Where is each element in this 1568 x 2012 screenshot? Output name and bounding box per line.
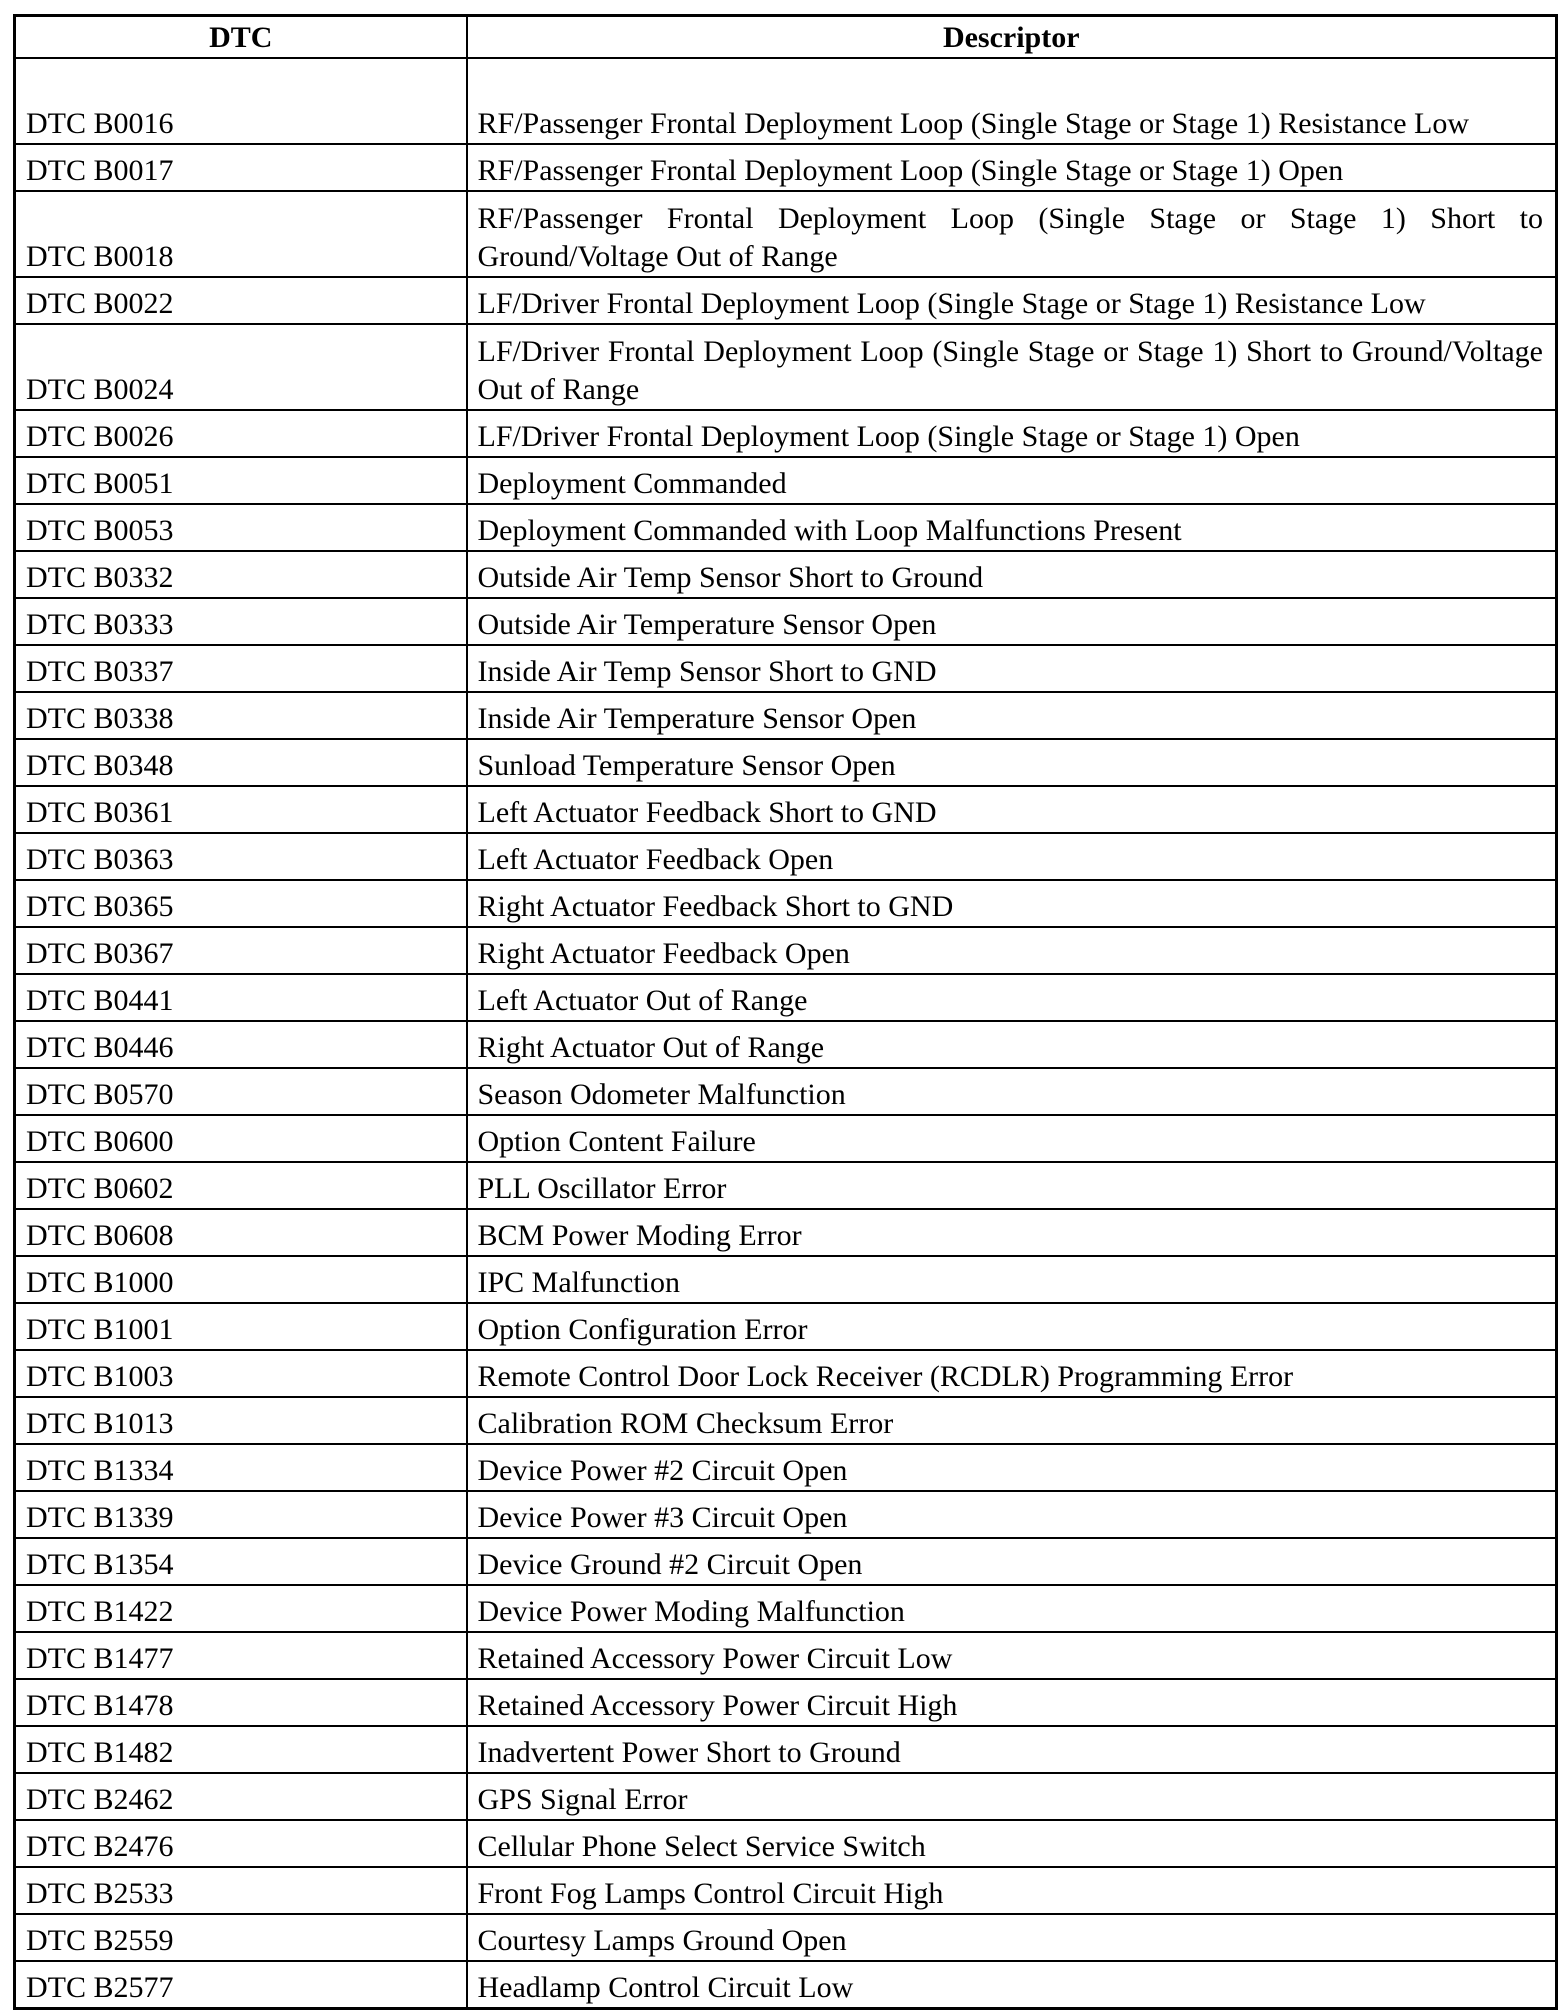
dtc-code-cell: DTC B2577: [15, 1961, 467, 2009]
descriptor-cell: Inside Air Temperature Sensor Open: [467, 692, 1557, 739]
dtc-code-cell: DTC B0338: [15, 692, 467, 739]
dtc-code-cell: DTC B1354: [15, 1538, 467, 1585]
descriptor-cell: Left Actuator Out of Range: [467, 974, 1557, 1021]
table-row: [15, 277, 1557, 324]
table-row: [15, 504, 1557, 551]
descriptor-cell: BCM Power Moding Error: [467, 1209, 1557, 1256]
dtc-code-cell: DTC B1477: [15, 1632, 467, 1679]
table-row: [15, 1397, 1557, 1444]
dtc-code-cell: DTC B0348: [15, 739, 467, 786]
table-row: [15, 1961, 1557, 2009]
descriptor-cell: Option Content Failure: [467, 1115, 1557, 1162]
table-row: [15, 1914, 1557, 1961]
dtc-code-cell: DTC B0018: [15, 191, 467, 277]
dtc-code-cell: DTC B1478: [15, 1679, 467, 1726]
table-row: [15, 1256, 1557, 1303]
dtc-code-cell: DTC B2462: [15, 1773, 467, 1820]
table-body: [15, 58, 1557, 2009]
table-row: [15, 598, 1557, 645]
table-row: [15, 1773, 1557, 1820]
table-row: [15, 1679, 1557, 1726]
header-row: [15, 16, 1557, 59]
dtc-code-cell: DTC B0363: [15, 833, 467, 880]
descriptor-cell: Inside Air Temp Sensor Short to GND: [467, 645, 1557, 692]
dtc-code-cell: DTC B0367: [15, 927, 467, 974]
descriptor-cell: Outside Air Temp Sensor Short to Ground: [467, 551, 1557, 598]
table-row: [15, 1068, 1557, 1115]
table-row: [15, 1726, 1557, 1773]
table-row: [15, 645, 1557, 692]
descriptor-cell: Right Actuator Feedback Open: [467, 927, 1557, 974]
descriptor-cell: RF/Passenger Frontal Deployment Loop (Single Stage or Stage 1) Open: [467, 144, 1557, 191]
dtc-code-cell: DTC B0608: [15, 1209, 467, 1256]
dtc-code-cell: DTC B0051: [15, 457, 467, 504]
dtc-code-cell: DTC B2559: [15, 1914, 467, 1961]
dtc-code-cell: DTC B0600: [15, 1115, 467, 1162]
table-header: [15, 16, 1557, 59]
descriptor-cell: Deployment Commanded with Loop Malfunctions Present: [467, 504, 1557, 551]
descriptor-cell: Option Configuration Error: [467, 1303, 1557, 1350]
dtc-code-cell: DTC B1482: [15, 1726, 467, 1773]
dtc-code-cell: DTC B0446: [15, 1021, 467, 1068]
table-row: [15, 1632, 1557, 1679]
table-row: [15, 786, 1557, 833]
header-descriptor: Descriptor: [467, 16, 1557, 59]
table-row: [15, 324, 1557, 410]
table-row: [15, 191, 1557, 277]
descriptor-cell: Right Actuator Out of Range: [467, 1021, 1557, 1068]
dtc-code-cell: DTC B1013: [15, 1397, 467, 1444]
dtc-code-cell: DTC B1003: [15, 1350, 467, 1397]
descriptor-cell: IPC Malfunction: [467, 1256, 1557, 1303]
dtc-descriptor-table: [13, 14, 1558, 2010]
table-row: [15, 1350, 1557, 1397]
table-row: [15, 144, 1557, 191]
table-row: [15, 1820, 1557, 1867]
table-row: [15, 880, 1557, 927]
descriptor-cell: Left Actuator Feedback Short to GND: [467, 786, 1557, 833]
dtc-code-cell: DTC B0361: [15, 786, 467, 833]
descriptor-cell: PLL Oscillator Error: [467, 1162, 1557, 1209]
descriptor-cell: Right Actuator Feedback Short to GND: [467, 880, 1557, 927]
table-row: [15, 1585, 1557, 1632]
dtc-code-cell: DTC B0441: [15, 974, 467, 1021]
descriptor-cell: Sunload Temperature Sensor Open: [467, 739, 1557, 786]
dtc-code-cell: DTC B2476: [15, 1820, 467, 1867]
table-row: [15, 1021, 1557, 1068]
table-row: [15, 974, 1557, 1021]
dtc-code-cell: DTC B0026: [15, 410, 467, 457]
descriptor-cell: Headlamp Control Circuit Low: [467, 1961, 1557, 2009]
descriptor-cell: Left Actuator Feedback Open: [467, 833, 1557, 880]
descriptor-cell: Front Fog Lamps Control Circuit High: [467, 1867, 1557, 1914]
table-row: [15, 1303, 1557, 1350]
dtc-code-cell: DTC B1422: [15, 1585, 467, 1632]
dtc-code-cell: DTC B1339: [15, 1491, 467, 1538]
table-row: [15, 833, 1557, 880]
dtc-code-cell: DTC B0024: [15, 324, 467, 410]
dtc-code-cell: DTC B0602: [15, 1162, 467, 1209]
table-row: [15, 1491, 1557, 1538]
descriptor-cell: Device Power Moding Malfunction: [467, 1585, 1557, 1632]
dtc-code-cell: DTC B1334: [15, 1444, 467, 1491]
table-row: [15, 58, 1557, 144]
descriptor-cell: Season Odometer Malfunction: [467, 1068, 1557, 1115]
descriptor-cell: Deployment Commanded: [467, 457, 1557, 504]
table-row: [15, 1209, 1557, 1256]
dtc-code-cell: DTC B0332: [15, 551, 467, 598]
descriptor-cell: LF/Driver Frontal Deployment Loop (Single Stage or Stage 1) Resistance Low: [467, 277, 1557, 324]
descriptor-cell: RF/Passenger Frontal Deployment Loop (Single Stage or Stage 1) Short to Ground/Voltage Out of Range: [467, 191, 1557, 277]
table-row: [15, 1162, 1557, 1209]
dtc-code-cell: DTC B1000: [15, 1256, 467, 1303]
descriptor-cell: Device Ground #2 Circuit Open: [467, 1538, 1557, 1585]
dtc-code-cell: DTC B0017: [15, 144, 467, 191]
table-row: [15, 1444, 1557, 1491]
table-row: [15, 457, 1557, 504]
dtc-code-cell: DTC B0365: [15, 880, 467, 927]
dtc-code-cell: DTC B2533: [15, 1867, 467, 1914]
descriptor-cell: Device Power #3 Circuit Open: [467, 1491, 1557, 1538]
descriptor-cell: RF/Passenger Frontal Deployment Loop (Single Stage or Stage 1) Resistance Low: [467, 58, 1557, 144]
table-row: [15, 1538, 1557, 1585]
descriptor-cell: Outside Air Temperature Sensor Open: [467, 598, 1557, 645]
dtc-code-cell: DTC B0016: [15, 58, 467, 144]
table-row: [15, 1867, 1557, 1914]
descriptor-cell: Remote Control Door Lock Receiver (RCDLR) Programming Error: [467, 1350, 1557, 1397]
dtc-code-cell: DTC B0570: [15, 1068, 467, 1115]
dtc-code-cell: DTC B0022: [15, 277, 467, 324]
descriptor-cell: Inadvertent Power Short to Ground: [467, 1726, 1557, 1773]
descriptor-cell: LF/Driver Frontal Deployment Loop (Single Stage or Stage 1) Short to Ground/Voltage Out of Range: [467, 324, 1557, 410]
descriptor-cell: Cellular Phone Select Service Switch: [467, 1820, 1557, 1867]
descriptor-cell: Device Power #2 Circuit Open: [467, 1444, 1557, 1491]
table-row: [15, 410, 1557, 457]
table-row: [15, 927, 1557, 974]
dtc-code-cell: DTC B0337: [15, 645, 467, 692]
table-row: [15, 739, 1557, 786]
table-row: [15, 1115, 1557, 1162]
header-dtc: DTC: [15, 16, 467, 59]
dtc-code-cell: DTC B0053: [15, 504, 467, 551]
table-row: [15, 551, 1557, 598]
descriptor-cell: Courtesy Lamps Ground Open: [467, 1914, 1557, 1961]
descriptor-cell: Calibration ROM Checksum Error: [467, 1397, 1557, 1444]
descriptor-cell: Retained Accessory Power Circuit High: [467, 1679, 1557, 1726]
descriptor-cell: LF/Driver Frontal Deployment Loop (Single Stage or Stage 1) Open: [467, 410, 1557, 457]
table-row: [15, 692, 1557, 739]
dtc-code-cell: DTC B1001: [15, 1303, 467, 1350]
dtc-code-cell: DTC B0333: [15, 598, 467, 645]
descriptor-cell: Retained Accessory Power Circuit Low: [467, 1632, 1557, 1679]
descriptor-cell: GPS Signal Error: [467, 1773, 1557, 1820]
